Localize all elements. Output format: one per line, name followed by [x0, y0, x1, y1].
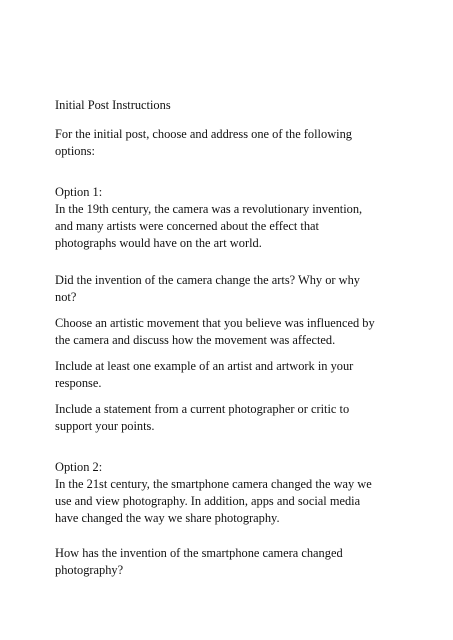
instruction-example: Include at least one example of an artist and artwork in your response.	[55, 359, 354, 390]
instruction-movement: Choose an artistic movement that you believe was influenced by the camera and discuss how the movement was affected.	[55, 316, 375, 347]
document-heading: Initial Post Instructions	[55, 98, 171, 112]
instruction-statement: Include a statement from a current photographer or critic to support your points.	[55, 402, 350, 433]
intro-paragraph: For the initial post, choose and address one of the following options:	[55, 127, 352, 158]
option-1-label: Option 1:	[55, 185, 103, 199]
question-1: Did the invention of the camera change the arts? Why or why not?	[55, 273, 360, 304]
question-2: How has the invention of the smartphone camera changed photography?	[55, 546, 343, 577]
option-1-body: In the 19th century, the camera was a revolutionary invention, and many artists were concerned about the effect that photographs would have on the art world.	[55, 202, 363, 250]
option-2-label: Option 2:	[55, 460, 103, 474]
option-2-body: In the 21st century, the smartphone camera changed the way we use and view photography. In addition, apps and social media have changed the way we share photography.	[55, 477, 372, 525]
